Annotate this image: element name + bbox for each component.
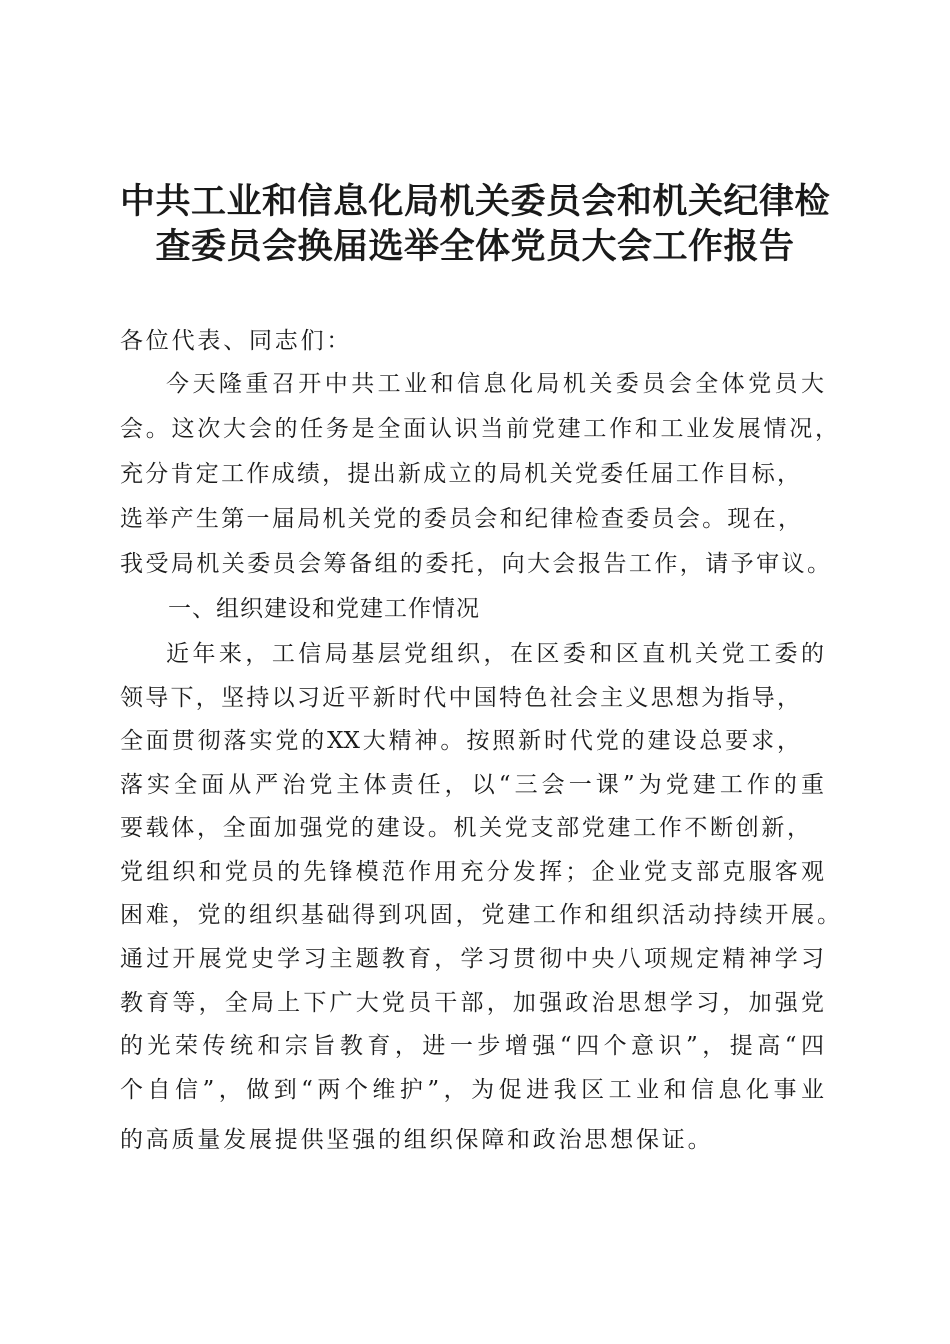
para2-line-8: 通过开展党史学习主题教育，学习贯彻中央八项规定精神学习: [120, 946, 824, 972]
para2-line-2: 领导下，坚持以习近平新时代中国特色社会主义思想为指导，: [120, 685, 800, 711]
para2-line-4: 落实全面从严治党主体责任，以“三会一课”为党建工作的重: [120, 772, 824, 798]
para2-line-9: 教育等，全局上下广大党员干部，加强政治思想学习，加强党: [120, 990, 824, 1016]
para1-line-2: 会。这次大会的任务是全面认识当前党建工作和工业发展情况，: [120, 416, 838, 442]
para2-line-5: 要载体，全面加强党的建设。机关党支部党建工作不断创新，: [120, 815, 810, 841]
document-title-line-2: 查委员会换届选举全体党员大会工作报告: [155, 227, 795, 267]
para2-line-11: 个自信”，做到“两个维护”，为促进我区工业和信息化事业: [120, 1077, 824, 1103]
para2-line-7: 困难，党的组织基础得到巩固，党建工作和组织活动持续开展。: [120, 902, 840, 928]
para1-line-1: 今天隆重召开中共工业和信息化局机关委员会全体党员大: [166, 371, 824, 397]
salutation: 各位代表、同志们：: [120, 328, 353, 354]
para2-line-6: 党组织和党员的先锋模范作用充分发挥；企业党支部克服客观: [120, 859, 824, 885]
section-heading-1: 一、组织建设和党建工作情况: [168, 596, 480, 622]
para2-line-3: 全面贯彻落实党的XX大精神。按照新时代党的建设总要求，: [120, 728, 800, 754]
para2-line-12: 的高质量发展提供坚强的组织保障和政治思想保证。: [120, 1127, 714, 1153]
para2-line-1: 近年来，工信局基层党组织，在区委和区直机关党工委的: [166, 641, 824, 667]
para1-line-4: 选举产生第一届局机关党的委员会和纪律检查委员会。现在，: [120, 506, 801, 532]
document-title-line-1: 中共工业和信息化局机关委员会和机关纪律检: [119, 182, 830, 222]
para1-line-3: 充分肯定工作成绩，提出新成立的局机关党委任届工作目标，: [120, 461, 800, 487]
para1-line-5: 我受局机关委员会筹备组的委托，向大会报告工作，请予审议。: [120, 551, 830, 577]
para2-line-10: 的光荣传统和宗旨教育，进一步增强“四个意识”，提高“四: [120, 1033, 824, 1059]
